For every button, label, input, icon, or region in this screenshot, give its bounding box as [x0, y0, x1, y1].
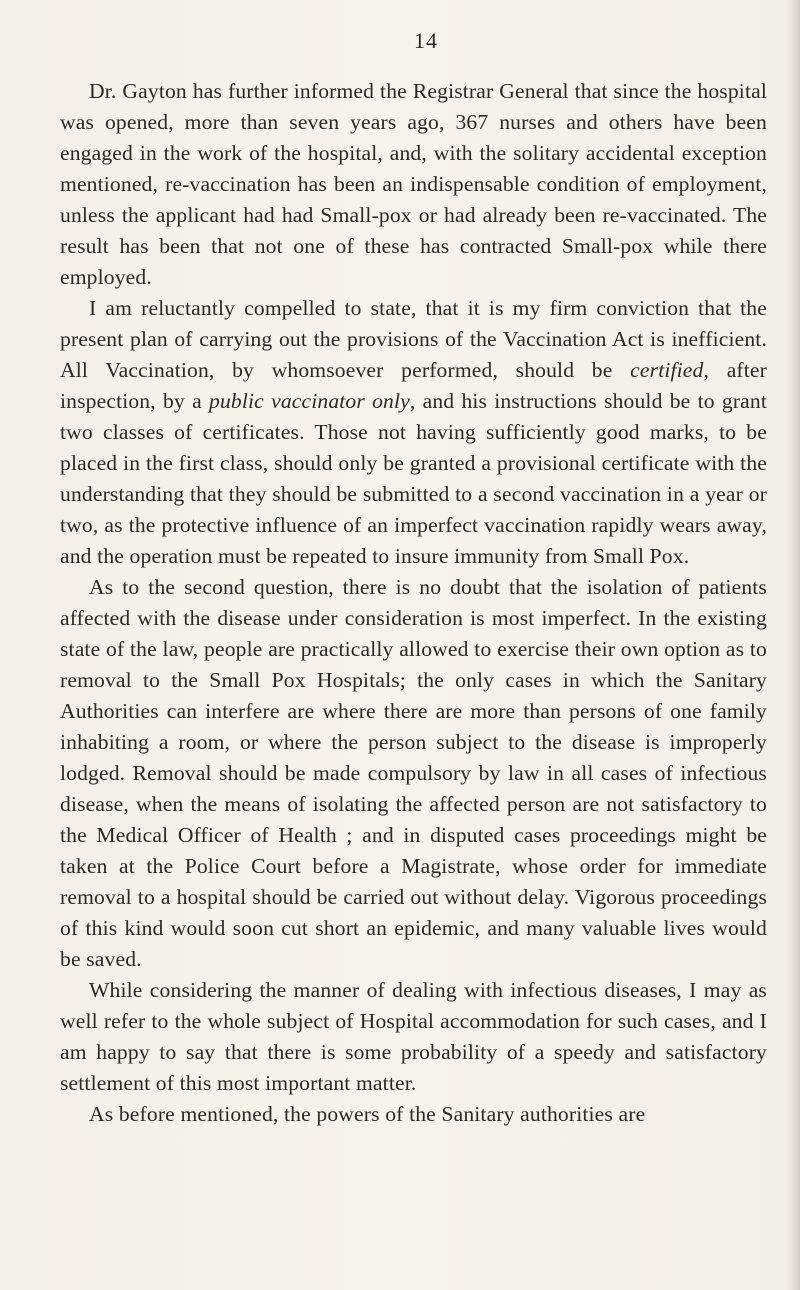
paragraph-2-part-1: I am reluctantly compelled to state, that it is my firm conviction that the present plan of carrying out the provisions of the Vaccination Act is inefficient. All Vaccination, by whomsoever performed, should be: [60, 296, 767, 382]
paragraph-2-part-3: , and his instructions should be to grant two classes of certificates. Those not having sufficiently good marks, to be placed in the first class, should only be granted a provisional certificate with the understanding that they should be submitted to a second vaccination in a year or two, as the protective influence of an imperfect vaccination rapidly wears away, and the operation must be repeated to insure immunity from Small Pox.: [60, 389, 767, 568]
page-edge-shadow: [786, 0, 800, 1290]
paragraph-2-part-2: , after inspection, by a: [60, 358, 767, 413]
body-text: [60, 76, 767, 1130]
paragraph-1: Dr. Gayton has further informed the Registrar General that since the hospital was opened, more than seven years ago, 367 nurses and others have been engaged in the work of the hospital, and, with the solitary accidental exception mentioned, re-vaccination has been an indispensable condition of employment, unless the applicant had had Small-pox or had already been re-vaccinated. The result has been that not one of these has contracted Small-pox while there employed.: [60, 79, 767, 289]
paragraph-2: [60, 293, 767, 572]
paragraph-4: While considering the manner of dealing with infectious diseases, I may as well refer to the whole subject of Hospital accommodation for such cases, and I am happy to say that there is some probability of a speedy and satisfactory settlement of this most important matter.: [60, 978, 767, 1095]
italic-public-vaccinator: public vaccinator only: [209, 389, 410, 413]
paragraph-3: As to the second question, there is no doubt that the isolation of patients affected with the disease under consideration is most imperfect. In the existing state of the law, people are practically allowed to exercise their own option as to removal to the Small Pox Hospitals; the only cases in which the Sanitary Authorities can interfere are where there are more than persons of one family inhabiting a room, or where the person subject to the disease is improperly lodged. Removal should be made compulsory by law in all cases of infectious disease, when the means of isolating the affected person are not satisfactory to the Medical Officer of Health ; and in disputed cases proceedings might be taken at the Police Court before a Magistrate, whose order for immediate removal to a hospital should be carried out without delay. Vigorous proceedings of this kind would soon cut short an epidemic, and many valuable lives would be saved.: [60, 575, 767, 971]
italic-certified: certified: [630, 358, 704, 382]
paragraph-5: As before mentioned, the powers of the Sanitary authorities are: [89, 1102, 646, 1126]
page-number: 14: [414, 28, 438, 53]
